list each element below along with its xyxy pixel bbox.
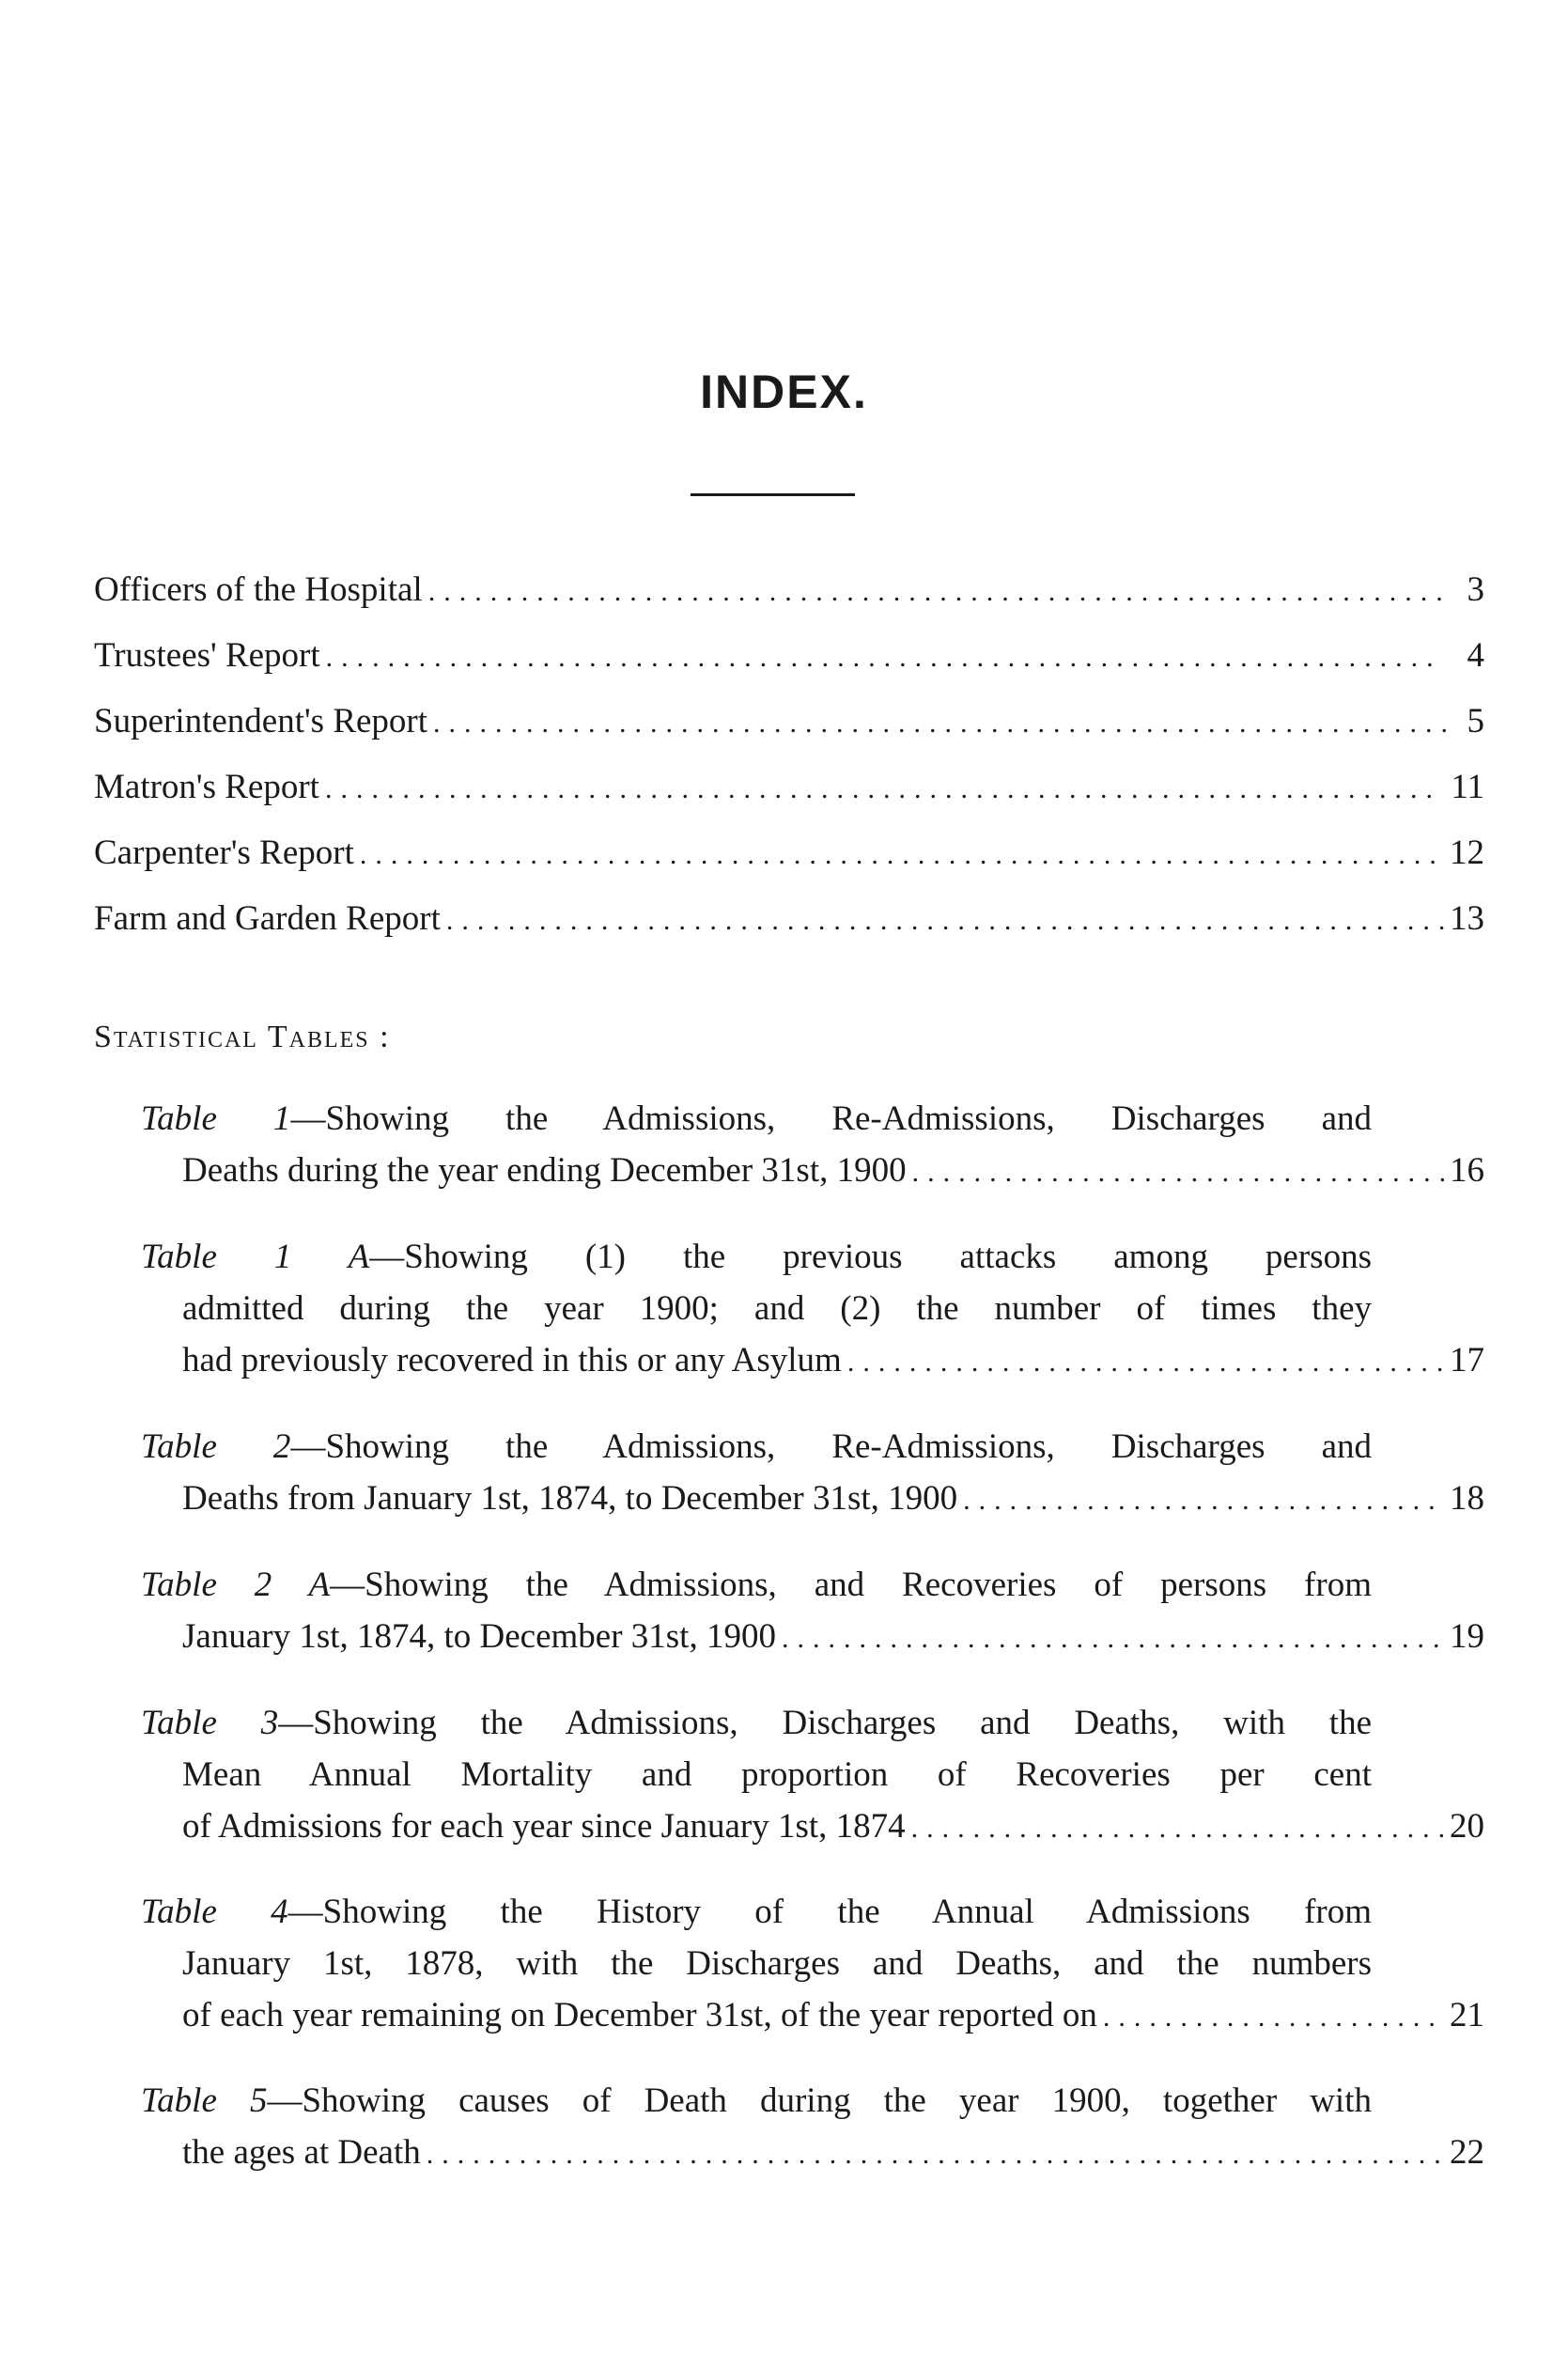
entry-label: Trustees' Report: [94, 636, 320, 675]
entry-page-number: 5: [1467, 702, 1484, 740]
table-name: Table 4: [141, 1893, 288, 1931]
entry-page-number: 12: [1450, 834, 1484, 872]
dot-leader: [1103, 1991, 1444, 2043]
entry-page-number: 11: [1451, 768, 1484, 806]
index-entry: [94, 898, 1484, 942]
dot-leader: [782, 1613, 1444, 1664]
table-description: Deaths during the year ending December 31st, 1900: [182, 1151, 907, 1190]
table-entry-line: [141, 1421, 1484, 1473]
table-entry-last-line: [141, 1473, 1484, 1526]
table-description: —Showing the Admissions, Discharges and Deaths, with the: [278, 1704, 1372, 1742]
dot-leader: [963, 1474, 1444, 1526]
index-entry: [94, 833, 1484, 876]
table-name: Table 2: [141, 1427, 291, 1466]
dot-leader: [911, 1802, 1444, 1854]
table-description: —Showing causes of Death during the year 1900, together with: [267, 2081, 1372, 2120]
table-entry-text: [141, 1886, 1484, 1938]
table-name: Table 2 A: [141, 1566, 331, 1604]
entry-label: Matron's Report: [94, 768, 319, 806]
dot-leader: [325, 769, 1443, 810]
table-name: Table 3: [141, 1704, 279, 1742]
entry-page-number: 22: [1450, 2133, 1484, 2172]
table-entry-text: [141, 1697, 1484, 1749]
table-description: —Showing the Admissions, Re-Admissions, Discharges and: [290, 1427, 1372, 1466]
entry-page-number: 13: [1450, 899, 1484, 938]
entry-page-number: 3: [1467, 570, 1484, 609]
index-entry: [94, 701, 1484, 744]
entry-page-number: 4: [1467, 636, 1484, 675]
entry-label: Farm and Garden Report: [94, 899, 441, 938]
table-description: admitted during the year 1900; and (2) the number of times they: [182, 1289, 1372, 1328]
table-entry-text: [141, 1559, 1484, 1611]
table-entry: [141, 1886, 1484, 2043]
dot-leader: [427, 2128, 1444, 2180]
table-entry-text: [141, 1421, 1484, 1473]
entry-label: Officers of the Hospital: [94, 570, 423, 609]
table-name: Table 1: [141, 1099, 291, 1138]
dot-leader: [433, 703, 1446, 744]
table-entry: [141, 2075, 1484, 2180]
table-entry: [141, 1697, 1484, 1854]
table-entry-text: [141, 1231, 1484, 1283]
entry-page-number: 18: [1450, 1479, 1484, 1518]
table-entry-text: [141, 1093, 1484, 1145]
entry-page-number: 16: [1450, 1151, 1484, 1190]
table-entry-line: [141, 1093, 1484, 1145]
table-description: had previously recovered in this or any Asylum: [182, 1341, 842, 1379]
table-description: —Showing the Admissions, and Recoveries of persons from: [330, 1566, 1372, 1604]
entry-page-number: 19: [1450, 1617, 1484, 1656]
table-entry-text: [141, 2075, 1484, 2127]
index-entry: [94, 635, 1484, 678]
entry-page-number: 17: [1450, 1341, 1484, 1379]
table-description: —Showing (1) the previous attacks among persons: [369, 1238, 1372, 1276]
table-entry-line: [141, 1283, 1484, 1334]
table-description: Mean Annual Mortality and proportion of Recoveries per cent: [182, 1755, 1372, 1794]
table-description: —Showing the Admissions, Re-Admissions, Discharges and: [290, 1099, 1372, 1138]
entry-label: Superintendent's Report: [94, 702, 428, 740]
table-entry-last-line: [141, 1989, 1484, 2043]
table-entry-line: [141, 2075, 1484, 2127]
table-description: January 1st, 1878, with the Discharges and Deaths, and the numbers: [182, 1944, 1372, 1983]
table-description: Deaths from January 1st, 1874, to December 31st, 1900: [182, 1479, 958, 1518]
table-entry-last-line: [141, 1611, 1484, 1664]
index-entry: [94, 767, 1484, 810]
dot-leader: [446, 900, 1444, 942]
table-description: —Showing the History of the Annual Admissions from: [287, 1893, 1372, 1931]
table-name: Table 5: [141, 2081, 268, 2120]
table-description: of Admissions for each year since January 1st, 1874: [182, 1807, 906, 1846]
table-entry-last-line: [141, 2127, 1484, 2180]
table-entry: [141, 1421, 1484, 1526]
statistical-tables-heading: Statistical Tables :: [94, 1020, 391, 1054]
table-description: January 1st, 1874, to December 31st, 1900: [182, 1617, 776, 1656]
table-entry-line: [141, 1559, 1484, 1611]
table-entry-line: [141, 1749, 1484, 1800]
dot-leader: [847, 1336, 1444, 1388]
index-entry: [94, 569, 1484, 613]
dot-leader: [428, 571, 1447, 613]
page-title: INDEX.: [700, 366, 868, 418]
entry-page-number: 20: [1450, 1807, 1484, 1846]
title-rule: [691, 493, 855, 496]
table-description: the ages at Death: [182, 2133, 421, 2172]
table-entry-last-line: [141, 1145, 1484, 1198]
table-description: of each year remaining on December 31st, of the year reported on: [182, 1996, 1097, 2034]
entry-page-number: 21: [1450, 1996, 1484, 2034]
table-entry-line: [141, 1231, 1484, 1283]
table-entry-last-line: [141, 1800, 1484, 1854]
dot-leader: [360, 834, 1444, 876]
table-entry-last-line: [141, 1334, 1484, 1388]
table-name: Table 1 A: [141, 1238, 370, 1276]
dot-leader: [326, 637, 1443, 678]
entry-label: Carpenter's Report: [94, 834, 354, 872]
table-entry-line: [141, 1697, 1484, 1749]
table-entry-line: [141, 1886, 1484, 1938]
table-entry: [141, 1093, 1484, 1198]
dot-leader: [912, 1146, 1444, 1198]
table-entry-line: [141, 1938, 1484, 1989]
table-entry: [141, 1559, 1484, 1664]
table-entry: [141, 1231, 1484, 1388]
